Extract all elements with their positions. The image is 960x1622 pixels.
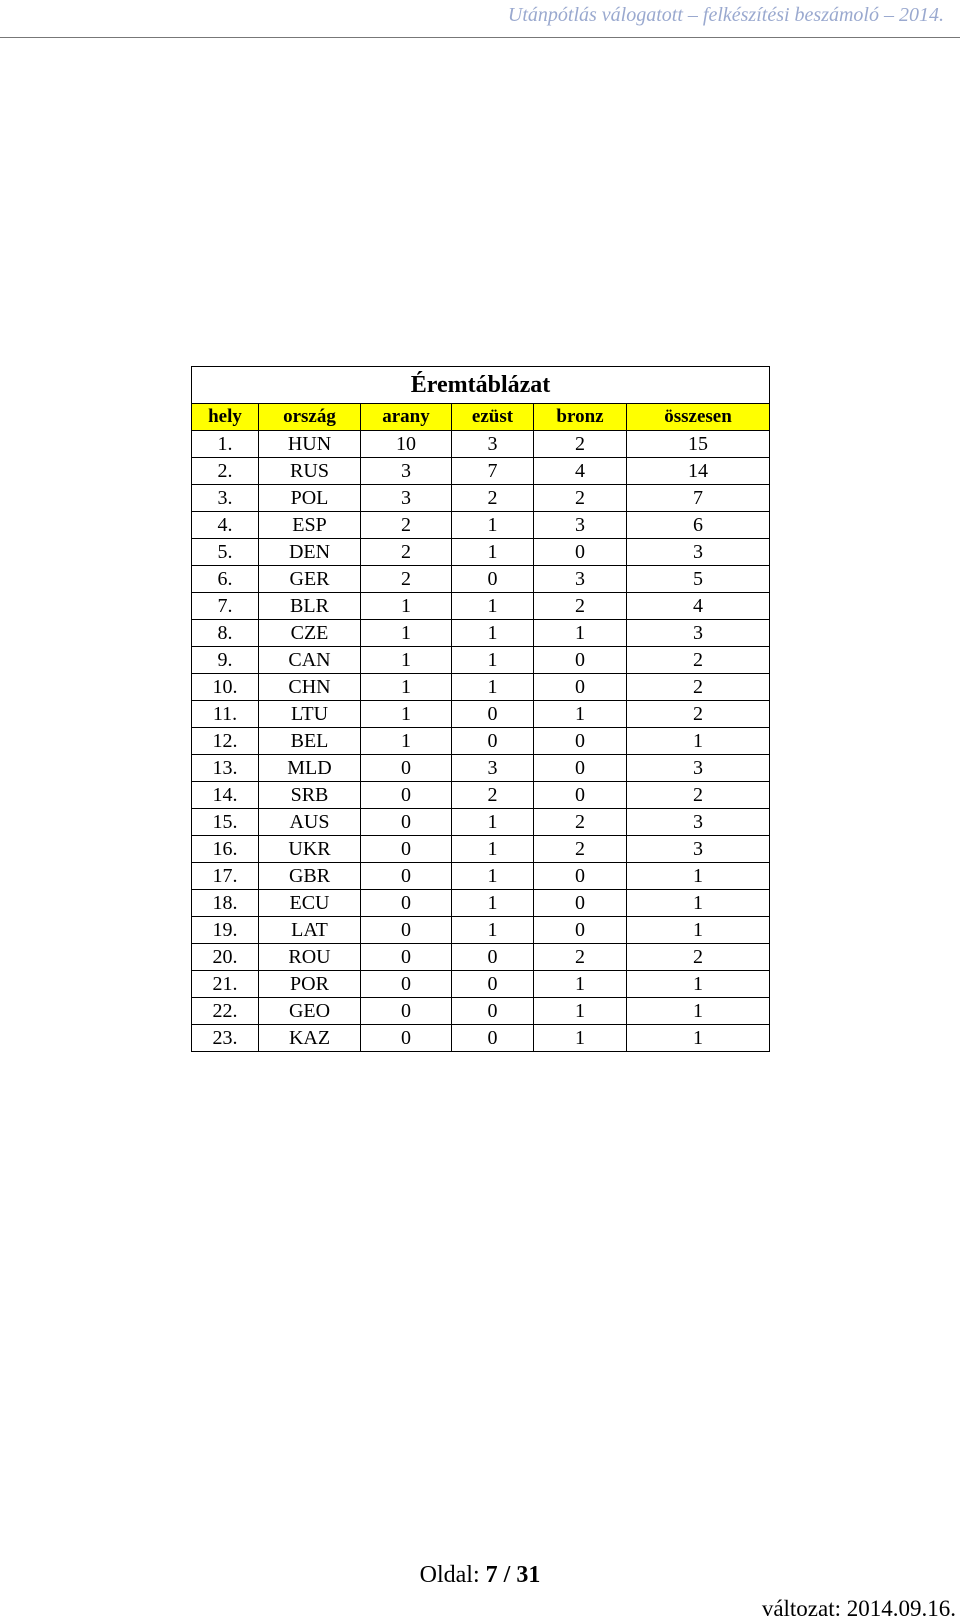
bronze-cell: 2 [534, 836, 627, 863]
total-cell: 6 [627, 512, 770, 539]
silver-cell: 1 [452, 890, 534, 917]
bronze-cell: 4 [534, 458, 627, 485]
gold-cell: 0 [361, 863, 452, 890]
total-cell: 2 [627, 782, 770, 809]
total-cell: 3 [627, 620, 770, 647]
rank-cell: 1. [192, 431, 259, 458]
page-separator: / [503, 1562, 511, 1588]
total-cell: 5 [627, 566, 770, 593]
total-cell: 2 [627, 701, 770, 728]
total-cell: 14 [627, 458, 770, 485]
silver-cell: 1 [452, 512, 534, 539]
silver-cell: 1 [452, 593, 534, 620]
table-row [192, 971, 770, 998]
country-cell: GEO [259, 998, 361, 1025]
page-label: Oldal: [419, 1562, 480, 1588]
total-cell: 1 [627, 1025, 770, 1052]
country-cell: GER [259, 566, 361, 593]
table-row [192, 809, 770, 836]
total-cell: 2 [627, 674, 770, 701]
header-divider [0, 37, 960, 38]
bronze-cell: 2 [534, 593, 627, 620]
page-total: 31 [516, 1562, 541, 1588]
total-cell: 4 [627, 593, 770, 620]
page-number [0, 1562, 960, 1589]
total-cell: 1 [627, 998, 770, 1025]
rank-cell: 3. [192, 485, 259, 512]
silver-cell: 1 [452, 674, 534, 701]
total-cell: 1 [627, 917, 770, 944]
gold-cell: 2 [361, 512, 452, 539]
silver-cell: 1 [452, 836, 534, 863]
gold-cell: 0 [361, 1025, 452, 1052]
silver-cell: 0 [452, 701, 534, 728]
silver-cell: 2 [452, 485, 534, 512]
country-cell: KAZ [259, 1025, 361, 1052]
bronze-cell: 1 [534, 998, 627, 1025]
country-cell: CHN [259, 674, 361, 701]
table-row [192, 485, 770, 512]
total-cell: 3 [627, 755, 770, 782]
table-row [192, 836, 770, 863]
bronze-cell: 0 [534, 647, 627, 674]
gold-cell: 0 [361, 809, 452, 836]
silver-cell: 1 [452, 647, 534, 674]
table-row [192, 863, 770, 890]
silver-cell: 3 [452, 755, 534, 782]
country-cell: POR [259, 971, 361, 998]
table-row [192, 458, 770, 485]
table-row [192, 647, 770, 674]
rank-cell: 12. [192, 728, 259, 755]
rank-cell: 23. [192, 1025, 259, 1052]
gold-cell: 3 [361, 458, 452, 485]
table-row [192, 539, 770, 566]
country-cell: GBR [259, 863, 361, 890]
table-row [192, 620, 770, 647]
gold-cell: 2 [361, 566, 452, 593]
medal-table-body [192, 431, 770, 1052]
table-row [192, 890, 770, 917]
rank-cell: 4. [192, 512, 259, 539]
bronze-cell: 1 [534, 1025, 627, 1052]
country-cell: UKR [259, 836, 361, 863]
rank-cell: 21. [192, 971, 259, 998]
bronze-cell: 2 [534, 431, 627, 458]
rank-cell: 7. [192, 593, 259, 620]
total-cell: 7 [627, 485, 770, 512]
gold-cell: 2 [361, 539, 452, 566]
column-header-hely: hely [192, 404, 259, 431]
bronze-cell: 0 [534, 917, 627, 944]
gold-cell: 0 [361, 917, 452, 944]
rank-cell: 10. [192, 674, 259, 701]
country-cell: MLD [259, 755, 361, 782]
gold-cell: 1 [361, 728, 452, 755]
running-header-title: Utánpótlás válogatott – felkészítési beszámoló – 2014. [507, 4, 944, 26]
table-row [192, 566, 770, 593]
silver-cell: 1 [452, 917, 534, 944]
total-cell: 3 [627, 809, 770, 836]
gold-cell: 10 [361, 431, 452, 458]
table-row [192, 701, 770, 728]
gold-cell: 0 [361, 944, 452, 971]
silver-cell: 1 [452, 620, 534, 647]
country-cell: RUS [259, 458, 361, 485]
country-cell: BEL [259, 728, 361, 755]
column-header-row [192, 404, 770, 431]
silver-cell: 0 [452, 728, 534, 755]
total-cell: 15 [627, 431, 770, 458]
gold-cell: 0 [361, 890, 452, 917]
country-cell: ESP [259, 512, 361, 539]
gold-cell: 3 [361, 485, 452, 512]
total-cell: 1 [627, 971, 770, 998]
table-title-row [192, 367, 770, 404]
silver-cell: 1 [452, 809, 534, 836]
silver-cell: 0 [452, 1025, 534, 1052]
silver-cell: 2 [452, 782, 534, 809]
total-cell: 2 [627, 944, 770, 971]
bronze-cell: 1 [534, 620, 627, 647]
rank-cell: 2. [192, 458, 259, 485]
silver-cell: 1 [452, 863, 534, 890]
table-title: Éremtáblázat [192, 367, 770, 404]
medal-table [191, 366, 770, 1052]
total-cell: 3 [627, 836, 770, 863]
bronze-cell: 0 [534, 674, 627, 701]
gold-cell: 1 [361, 593, 452, 620]
table-row [192, 755, 770, 782]
gold-cell: 1 [361, 620, 452, 647]
table-row [192, 1025, 770, 1052]
bronze-cell: 2 [534, 944, 627, 971]
rank-cell: 20. [192, 944, 259, 971]
country-cell: LTU [259, 701, 361, 728]
bronze-cell: 0 [534, 890, 627, 917]
rank-cell: 8. [192, 620, 259, 647]
country-cell: POL [259, 485, 361, 512]
country-cell: BLR [259, 593, 361, 620]
rank-cell: 9. [192, 647, 259, 674]
rank-cell: 17. [192, 863, 259, 890]
gold-cell: 1 [361, 647, 452, 674]
rank-cell: 14. [192, 782, 259, 809]
bronze-cell: 2 [534, 809, 627, 836]
bronze-cell: 3 [534, 512, 627, 539]
column-header-arany: arany [361, 404, 452, 431]
country-cell: AUS [259, 809, 361, 836]
silver-cell: 1 [452, 539, 534, 566]
column-header-bronz: bronz [534, 404, 627, 431]
table-row [192, 917, 770, 944]
country-cell: ROU [259, 944, 361, 971]
rank-cell: 15. [192, 809, 259, 836]
total-cell: 1 [627, 728, 770, 755]
table-row [192, 431, 770, 458]
gold-cell: 0 [361, 755, 452, 782]
gold-cell: 1 [361, 701, 452, 728]
rank-cell: 19. [192, 917, 259, 944]
page-current: 7 [485, 1562, 498, 1588]
table-row [192, 998, 770, 1025]
total-cell: 1 [627, 890, 770, 917]
rank-cell: 13. [192, 755, 259, 782]
column-header-orszag: ország [259, 404, 361, 431]
bronze-cell: 1 [534, 971, 627, 998]
rank-cell: 16. [192, 836, 259, 863]
rank-cell: 18. [192, 890, 259, 917]
table-row [192, 782, 770, 809]
country-cell: CAN [259, 647, 361, 674]
bronze-cell: 2 [534, 485, 627, 512]
total-cell: 3 [627, 539, 770, 566]
version-label: változat: 2014.09.16. [761, 1596, 956, 1621]
silver-cell: 0 [452, 566, 534, 593]
gold-cell: 0 [361, 971, 452, 998]
table-row [192, 944, 770, 971]
bronze-cell: 0 [534, 782, 627, 809]
silver-cell: 0 [452, 944, 534, 971]
table-row [192, 728, 770, 755]
country-cell: LAT [259, 917, 361, 944]
silver-cell: 3 [452, 431, 534, 458]
country-cell: SRB [259, 782, 361, 809]
rank-cell: 5. [192, 539, 259, 566]
rank-cell: 11. [192, 701, 259, 728]
rank-cell: 6. [192, 566, 259, 593]
bronze-cell: 0 [534, 863, 627, 890]
column-header-ezust: ezüst [452, 404, 534, 431]
silver-cell: 0 [452, 998, 534, 1025]
bronze-cell: 0 [534, 728, 627, 755]
country-cell: HUN [259, 431, 361, 458]
silver-cell: 0 [452, 971, 534, 998]
table-row [192, 674, 770, 701]
column-header-osszesen: összesen [627, 404, 770, 431]
country-cell: ECU [259, 890, 361, 917]
gold-cell: 1 [361, 674, 452, 701]
country-cell: DEN [259, 539, 361, 566]
gold-cell: 0 [361, 782, 452, 809]
gold-cell: 0 [361, 998, 452, 1025]
table-row [192, 512, 770, 539]
silver-cell: 7 [452, 458, 534, 485]
country-cell: CZE [259, 620, 361, 647]
gold-cell: 0 [361, 836, 452, 863]
table-row [192, 593, 770, 620]
bronze-cell: 0 [534, 539, 627, 566]
total-cell: 2 [627, 647, 770, 674]
total-cell: 1 [627, 863, 770, 890]
bronze-cell: 0 [534, 755, 627, 782]
rank-cell: 22. [192, 998, 259, 1025]
bronze-cell: 1 [534, 701, 627, 728]
bronze-cell: 3 [534, 566, 627, 593]
